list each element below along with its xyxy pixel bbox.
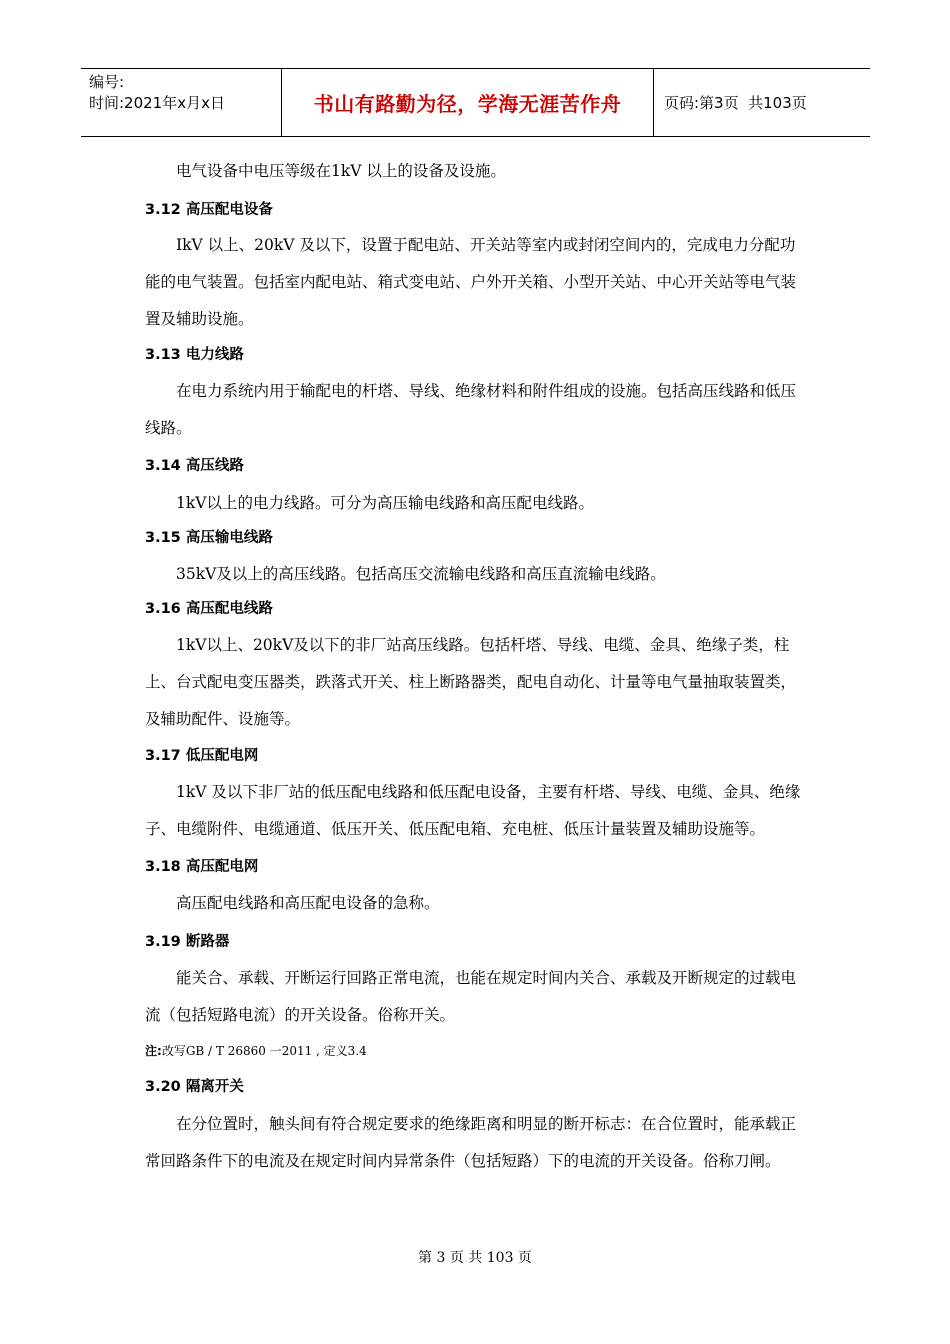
- section-heading-3-14: 3.14 高压线路: [145, 458, 244, 474]
- note-label: 注:: [145, 1044, 162, 1058]
- section-text-3-18: 高压配电线路和高压配电设备的急称。: [176, 894, 440, 912]
- header-motto: 书山有路勤为径，学海无涯苦作舟: [313, 92, 622, 116]
- section-text-3-12: IkV 以上、20kV 及以下，设置于配电站、开关站等室内或封闭空间内的，完成电力分配功能的电气装置。包括室内配电站、箱式变电站、户外开关箱、小型开关站、中心开关站等电气装置及辅助设施。: [145, 236, 797, 328]
- document-number-label: 编号:: [89, 73, 125, 91]
- header-motto-cell: [282, 69, 654, 136]
- note-text: 改写GB / T 26860 一2011 , 定义3.4: [161, 1044, 367, 1058]
- section-heading-3-19: 3.19 断路器: [145, 934, 230, 950]
- section-text-3-19: 能关合、承载、开断运行回路正常电流，也能在规定时间内关合、承载及开断规定的过载电流（包括短路电流）的开关设备。俗称开关。: [145, 969, 797, 1024]
- section-heading-3-12: 3.12 高压配电设备: [145, 202, 273, 218]
- section-heading-3-17: 3.17 低压配电网: [145, 748, 259, 764]
- note-3-19: [145, 1043, 367, 1059]
- section-text-3-20: 在分位置时，触头间有符合规定要求的绝缘距离和明显的断开标志：在合位置时，能承载正常回路条件下的电流及在规定时间内异常条件（包括短路）下的电流的开关设备。俗称刀闸。: [145, 1115, 797, 1170]
- section-text-3-14: 1kV以上的电力线路。可分为高压输电线路和高压配电线路。: [176, 494, 594, 512]
- page-footer: 第 3 页 共 103 页: [418, 1250, 532, 1266]
- section-heading-3-13: 3.13 电力线路: [145, 347, 244, 363]
- header-page-info: 页码:第3页 共103页: [664, 94, 807, 112]
- page-header: [81, 68, 870, 137]
- header-meta: [81, 69, 282, 136]
- section-text-3-13: 在电力系统内用于输配电的杆塔、导线、绝缘材料和附件组成的设施。包括高压线路和低压线路。: [145, 382, 797, 437]
- intro-paragraph: 电气设备中电压等级在1kV 以上的设备及设施。: [176, 162, 506, 180]
- section-heading-3-16: 3.16 高压配电线路: [145, 601, 273, 617]
- section-heading-3-18: 3.18 高压配电网: [145, 859, 259, 875]
- section-text-3-15: 35kV及以上的高压线路。包括高压交流输电线路和高压直流输电线路。: [176, 565, 666, 583]
- document-date: 时间:2021年x月x日: [89, 94, 225, 112]
- section-text-3-16: 1kV以上、20kV及以下的非厂站高压线路。包括杆塔、导线、电缆、金具、绝缘子类，柱上、台式配电变压器类，跌落式开关、柱上断路器类，配电自动化、计量等电气量抽取装置类，及辅助配件、设施等。: [145, 636, 797, 728]
- section-heading-3-15: 3.15 高压输电线路: [145, 530, 273, 546]
- section-heading-3-20: 3.20 隔离开关: [145, 1079, 244, 1095]
- section-text-3-17: 1kV 及以下非厂站的低压配电线路和低压配电设备，主要有杆塔、导线、电缆、金具、绝缘子、电缆附件、电缆通道、低压开关、低压配电箱、充电桩、低压计量装置及辅助设施等。: [145, 783, 801, 838]
